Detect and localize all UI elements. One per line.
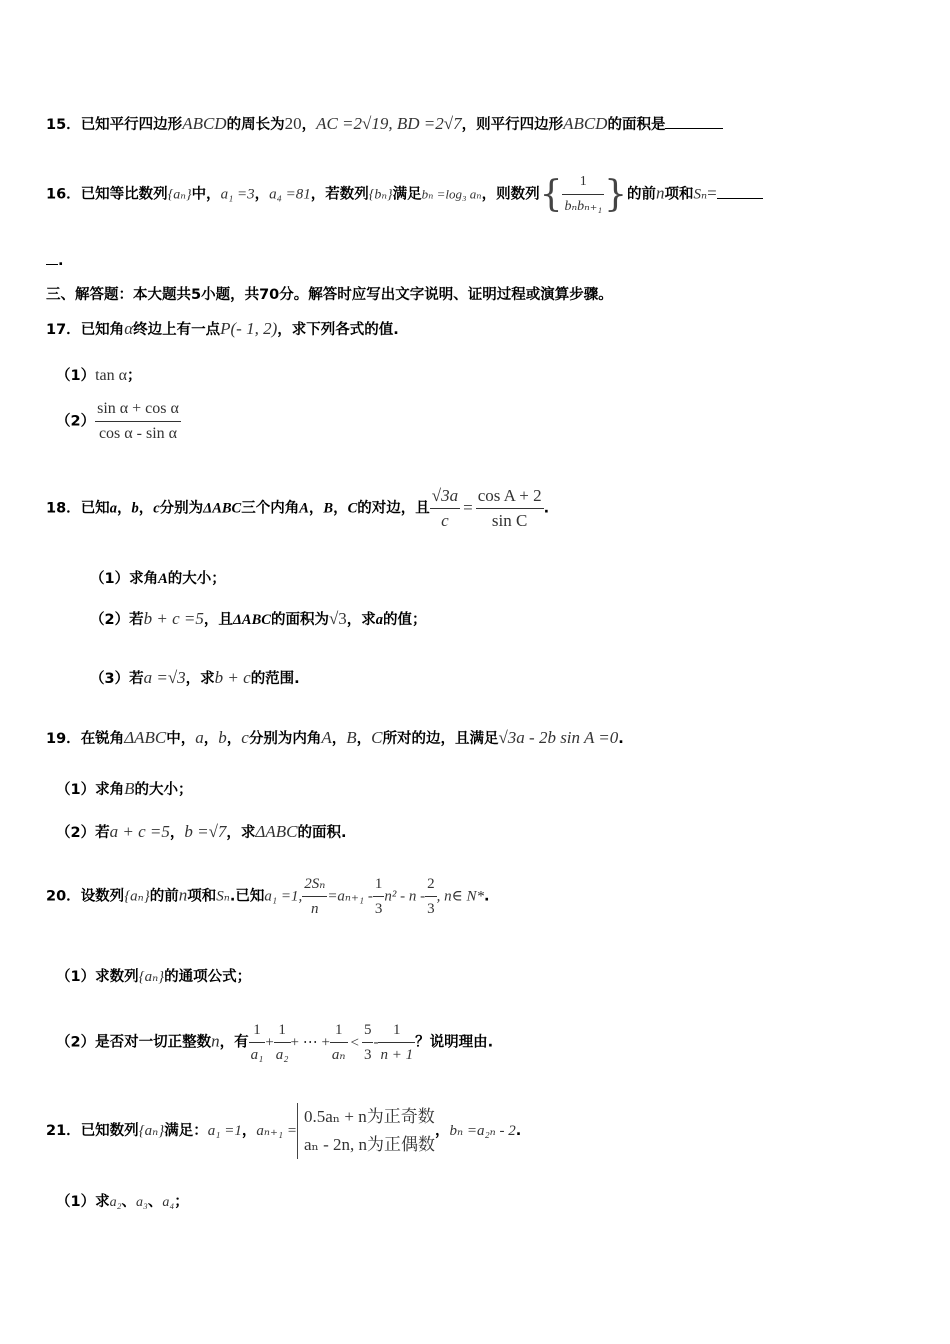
q21-text: ， [435,1123,450,1139]
q17-text: ，求下列各式的值. [277,322,399,338]
q17-p2-fraction [95,397,181,446]
q16-math: = [707,183,717,203]
question-20 [46,872,490,921]
q20-fraction [302,872,327,921]
q18-part-1 [90,567,226,588]
var-a: a [195,728,204,747]
q20-tail: . [484,888,490,905]
var-b: b [218,728,227,747]
frac-num: 1 [274,1018,291,1043]
part-text: （1）求角 [90,571,159,587]
q20-text: 的前 [149,888,179,905]
q16-tail: . [58,253,64,269]
q16-fraction [562,170,604,219]
frac-den: a₁ [250,1047,264,1063]
q18-text: 的对边，且 [357,500,430,517]
q21-part-1 [56,1190,189,1211]
q18-text: 三个内角 [241,500,300,517]
q15-math: AC =2√19, BD =2√7 [316,114,462,133]
part-text: ； [174,1194,189,1210]
q15-math: ABCD [563,114,608,133]
q20-math: Sₙ [216,888,230,905]
q18-number: 18． [46,500,81,517]
separator: 、 [121,1194,136,1210]
var-A: A [321,728,332,747]
q20-part-2 [56,1018,493,1067]
q16-math: bₙ =log₃ aₙ [421,186,482,202]
q20-fraction [330,1018,348,1067]
q19-text: 分别为内角 [248,731,322,747]
part-text: ，且 [203,612,233,628]
question-18: 18．已知a，b，c分别为ΔABC三个内角A，B，C的对边，且 $\frac{√3a}{c}$ = $\frac{\text{cos A + 2}}{\text{sin C}}$ . [46,484,549,533]
q16-text: 满足 [392,186,422,203]
q16-text: 项和 [664,186,694,203]
q19-text: 在锐角 [80,731,125,747]
answer-blank [665,114,723,129]
part-label: （1） [56,368,96,384]
q16-math: {aₙ} [167,187,192,203]
part-text: 的通项公式； [164,969,252,985]
question-15 [46,113,723,134]
q17-part-1 [56,364,142,385]
q18-p2-math: b + c =5 [143,609,204,628]
frac-num: 1 [330,1018,348,1043]
right-brace: } [604,174,627,215]
part-text: （2）是否对一切正整数 [56,1034,212,1051]
dots: + ⋯ + [290,1034,330,1051]
q20-math: n² - n - [384,888,426,905]
q17-math: α [124,319,134,338]
part-text: ，求 [346,612,376,628]
q16-text: ，则数列 [481,186,540,203]
frac-den: c [441,511,449,530]
q21-text: 已知数列 [80,1123,139,1139]
q18-text: 已知 [80,500,110,517]
frac-den: 3 [427,901,435,917]
q20-fraction [362,1018,374,1067]
frac-num: 2Sₙ [302,872,327,897]
q19-math: ΔABC [124,728,167,747]
piecewise-cases [297,1103,435,1159]
q17-part-2 [56,397,181,446]
var-b: b [131,500,139,517]
part-text: 的大小； [167,571,226,587]
frac-num: 1 [373,872,385,897]
part-text: ，求 [185,671,215,687]
q16-text: ， [254,186,270,203]
question-16 [46,170,763,219]
frac-den: aₙ [331,1047,346,1063]
case-even: aₙ - 2n, n为正偶数 [303,1135,436,1154]
question-17 [46,318,399,339]
q21-p1-math: a₂ [109,1195,122,1210]
part-text: ？说明理由. [415,1034,494,1051]
var-B: B [124,779,135,798]
q19-tail: . [618,731,624,747]
frac-den: 3 [374,901,383,917]
q18-part-3 [90,667,300,688]
q18-rhs-fraction [476,484,544,533]
q20-fraction [425,872,437,921]
answer-blank [717,184,763,199]
q21-math: aₙ₊₁ = [256,1123,297,1139]
part-text: 的面积为 [270,612,329,628]
q19-math: √3a - 2b sin A =0 [498,728,619,747]
q19-p2-math: a + c =5 [109,822,170,841]
left-brace: { [539,174,563,215]
part-text: 的大小； [134,782,193,798]
part-text: （1）求 [56,1194,110,1210]
q18-lhs-fraction [430,484,460,533]
frac-den: 3 [363,1047,372,1063]
q21-tail: . [515,1123,522,1139]
q19-p2-math: b =√7 [184,822,227,841]
q16-number: 16． [46,186,81,203]
part-text: （3）若 [90,671,144,687]
q21-math: bₙ =a₂ₙ - 2 [449,1123,516,1139]
less-than: < [350,1034,359,1051]
var-c: c [241,728,249,747]
q20-fraction [378,1018,415,1067]
question-19: 19．在锐角ΔABC中，a，b，c分别为内角A，B，C所对的边，且满足√3a - 2b sin A =0. [46,728,624,747]
var-B: B [323,500,334,517]
frac-num: √3a [430,484,460,509]
q15-text: 已知平行四边形 [80,117,183,133]
q20-math: a₁ =1, [264,888,303,905]
q21-p1-math: a₄ [162,1195,175,1210]
triangle: ΔABC [232,612,271,628]
q15-math: ABCD [182,114,227,133]
q18-p2-math: √3 [328,609,347,628]
minus: - [373,1034,379,1051]
q16-text: 中， [191,186,221,203]
q19-number: 19． [46,731,81,747]
q15-math: 20 [284,114,302,133]
case-odd: 0.5aₙ + n为正奇数 [303,1107,435,1126]
var-c: c [153,500,160,517]
q21-p1-math: a₃ [135,1195,148,1210]
part-text: 的值； [383,612,427,628]
separator: 、 [147,1194,163,1210]
q16-math: a₄ =81 [269,186,311,203]
q20-math: {aₙ} [124,888,150,905]
q17-p1-math: tan α [95,367,128,384]
var-A: A [299,500,309,517]
q18-p3-math: b + c [214,668,251,687]
frac-den: n [311,901,319,917]
q18-p3-math: a =√3 [143,668,186,687]
q17-number: 17． [46,322,81,338]
q20-text: 项和 [187,888,217,905]
q21-math: a₁ =1 [207,1123,242,1139]
frac-num: cos A + 2 [476,484,544,509]
part-text: （1）求数列 [56,969,139,985]
q20-fraction [274,1018,291,1067]
q20-text: .已知 [229,888,265,905]
var-C: C [347,500,358,517]
q20-math: , n∈ N* [436,888,485,905]
section-header: 三、解答题：本大题共5小题，共70分。解答时应写出文字说明、证明过程或演算步骤。 [46,287,613,303]
q20-p1-math: {aₙ} [138,969,165,985]
q18-part-2 [90,608,427,629]
part-label: （2） [56,413,96,430]
q20-part-1 [56,965,251,986]
equals: = [463,497,473,517]
q21-text: ， [241,1123,257,1139]
frac-den: a₂ [275,1047,289,1063]
q20-math: =aₙ₊₁ - [327,888,373,905]
frac-num: 1 [378,1018,415,1043]
part-text: 的范围. [250,671,300,687]
q18-text: 分别为 [159,500,204,517]
frac-num: sin α + cos α [95,397,181,422]
frac-den: n + 1 [380,1047,414,1063]
part-text: 的面积. [297,825,347,841]
q20-number: 20． [46,888,81,905]
q20-math: n [178,885,188,905]
var-a: a [375,612,384,628]
q19-text: 中， [166,731,196,747]
triangle: ΔABC [255,822,298,841]
q15-text: ，则平行四边形 [461,117,564,133]
q16-text: 的前 [627,186,656,203]
frac-den: sin C [491,511,528,530]
question-16-tail [46,250,64,269]
var-C: C [371,728,383,747]
frac-num: 1 [249,1018,266,1043]
q15-text: 的周长为 [226,117,285,133]
q21-text: 满足： [164,1123,208,1139]
frac-num: 1 [562,170,604,195]
q19-part-1 [56,778,192,799]
part-text: ，有 [219,1034,249,1051]
q19-part-2 [56,821,347,842]
q16-math: {bₙ} [368,187,393,203]
part-text: ， [169,825,185,841]
frac-den: cos α - sin α [98,425,178,442]
var-n: n [211,1031,220,1051]
q16-math: a₁ =3 [220,186,255,203]
part-text: （2）若 [90,612,144,628]
frac-num: 5 [362,1018,374,1043]
q17-text: 终边上有一点 [133,322,221,338]
q21-math: {aₙ} [138,1123,165,1139]
q19-text: 所对的边，且满足 [382,731,499,747]
part-text: （1）求角 [56,782,125,798]
q17-text: 已知角 [80,322,125,338]
q20-fraction [249,1018,266,1067]
part-tail: ； [127,368,142,384]
q15-number: 15． [46,117,81,133]
frac-den: bₙbₙ₊₁ [564,199,603,214]
question-21 [46,1103,521,1159]
frac-num: 2 [425,872,437,897]
q15-text: ， [301,117,317,133]
part-text: （2）若 [56,825,110,841]
q16-text: ，若数列 [310,186,369,203]
var-a: a [109,500,117,517]
part-text: ，求 [226,825,256,841]
var-A: A [158,571,168,587]
q20-fraction [373,872,385,921]
triangle: ΔABC [203,500,242,517]
answer-blank [46,250,58,265]
q20-text: 设数列 [80,888,125,905]
q21-number: 21． [46,1123,81,1139]
q18-tail: . [543,500,550,517]
q16-math: n [656,183,665,203]
q15-text: 的面积是 [607,117,666,133]
q16-text: 已知等比数列 [80,186,168,203]
q16-math: Sₙ [693,186,708,203]
var-B: B [346,728,357,747]
q17-math: P(- 1, 2) [220,319,278,338]
plus: + [265,1034,274,1051]
